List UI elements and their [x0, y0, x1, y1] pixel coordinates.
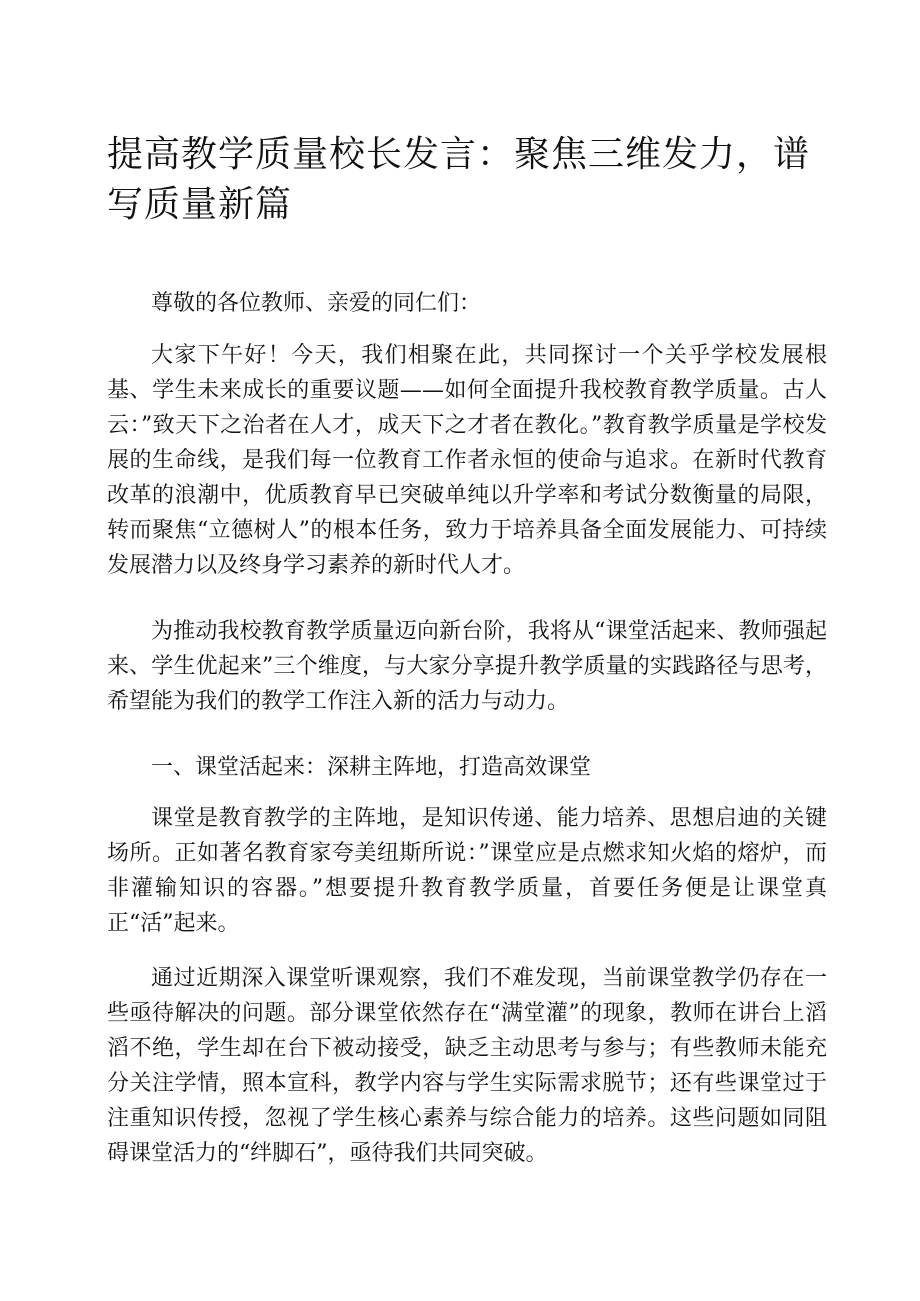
intro-paragraph-1	[107, 338, 827, 583]
paragraph: 课堂是教育教学的主阵地，是知识传递、能力培养、思想启迪的关键场所。正如著名教育家夸美纽斯所说：”课堂应是点燃求知火焰的熔炉，而非灌输知识的容器。”想要提升教育教学质量，首要任务便是让课堂真正“活”起来。	[107, 806, 827, 936]
section-1-heading-block	[107, 750, 827, 785]
section-1-paragraph-1	[107, 801, 827, 941]
salutation: 尊敬的各位教师、亲爱的同仁们：	[151, 291, 482, 316]
salutation-block	[107, 286, 827, 321]
paragraph: 为推动我校教育教学质量迈向新台阶，我将从“课堂活起来、教师强起来、学生优起来”三个维度，与大家分享提升教学质量的实践路径与思考，希望能为我们的教学工作注入新的活力与动力。	[107, 619, 827, 714]
section-heading: 一、课堂活起来：深耕主阵地，打造高效课堂	[151, 755, 592, 780]
document-title: 提高教学质量校长发言：聚焦三维发力，谱写质量新篇	[107, 134, 811, 225]
section-1-paragraph-2	[107, 961, 827, 1171]
paragraph: 通过近期深入课堂听课观察，我们不难发现，当前课堂教学仍存在一些亟待解决的问题。部分课堂依然存在“满堂灌”的现象，教师在讲台上滔滔不绝，学生却在台下被动接受，缺乏主动思考与参与；有些教师未能充分关注学情，照本宣科，教学内容与学生实际需求脱节；还有些课堂过于注重知识传授，忽视了学生核心素养与综合能力的培养。这些问题如同阻碍课堂活力的“绊脚石”，亟待我们共同突破。	[107, 966, 827, 1166]
intro-paragraph-2	[107, 614, 827, 719]
paragraph: 大家下午好！今天，我们相聚在此，共同探讨一个关乎学校发展根基、学生未来成长的重要议题——如何全面提升我校教育教学质量。古人云：”致天下之治者在人才，成天下之才者在教化。”教育教学质量是学校发展的生命线，是我们每一位教育工作者永恒的使命与追求。在新时代教育改革的浪潮中，优质教育早已突破单纯以升学率和考试分数衡量的局限，转而聚焦“立德树人”的根本任务，致力于培养具备全面发展能力、可持续发展潜力以及终身学习素养的新时代人才。	[107, 343, 827, 578]
